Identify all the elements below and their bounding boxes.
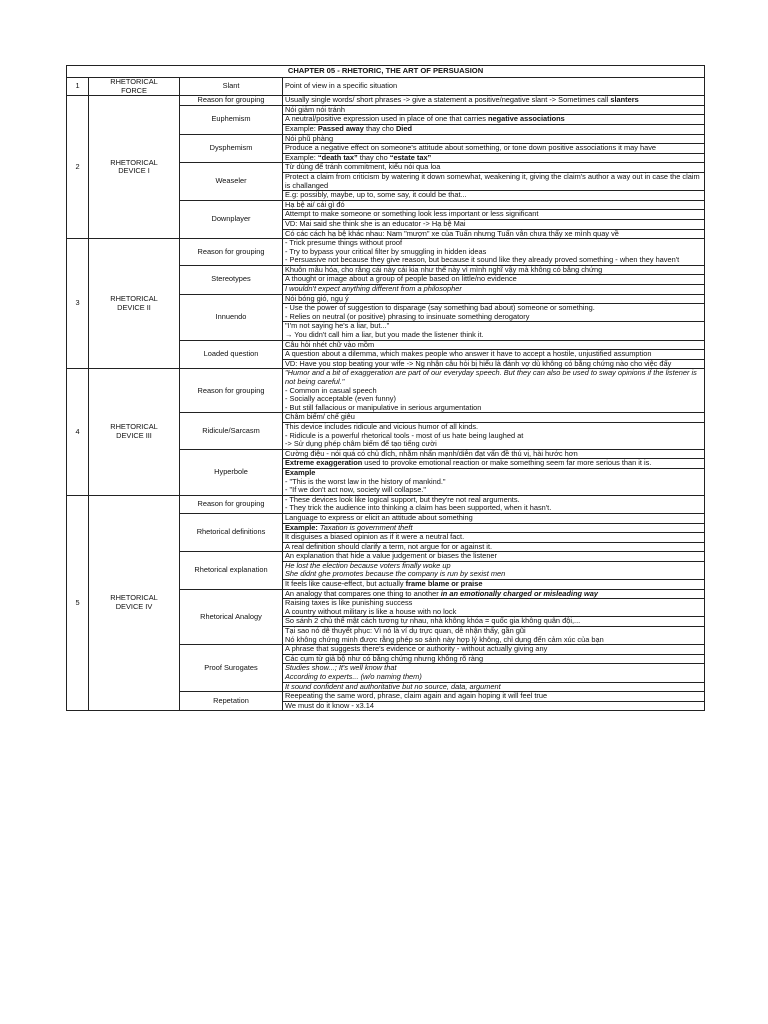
description-text: "I'm not saying he's a liar, but..." → You didn't call him a liar, but you made the listener think it. — [285, 321, 484, 340]
section-group: RHETORICAL DEVICE III — [89, 369, 180, 495]
description-text: Tại sao nó dễ thuyết phục: Vì nó là ví dụ trực quan, dễ nhận thấy, gần gũi Nó không chứng minh được rằng phép so sánh này hợp lý không, chỉ dụng đến cảm xúc của bạn — [285, 626, 604, 644]
device-name: Rhetorical Analogy — [180, 589, 283, 645]
description-text: slanters — [610, 95, 639, 105]
description-text: Studies show...; It's well know that According to experts... (w/o naming them) — [285, 663, 422, 681]
description-text: Died — [395, 123, 412, 133]
description-text: Có các cách hạ bệ khác nhau: Nam "mượn" xe của Tuấn nhưng Tuấn vẫn chưa thấy xe mình quay về — [285, 228, 619, 238]
description-cell — [283, 239, 705, 266]
description-cell — [283, 322, 705, 340]
description-text: Nói bóng gió, ngụ ý — [285, 293, 349, 303]
description-cell — [283, 599, 705, 617]
description-text: thay cho — [357, 152, 390, 162]
description-text: VD: Have you stop beating your wife -> Ng nhận câu hỏi bị hiểu là đánh vợ dù không có bằng chứng nào cho việc đấy — [285, 358, 672, 368]
description-cell — [283, 627, 705, 645]
description-text: - Common in casual speech - Socially acceptable (even funny) - But still fallacious or manipulative in serious argumentation — [285, 385, 482, 412]
description-text: frame blame or praise — [405, 579, 483, 589]
description-text: VD: Mai said she think she is an educator -> Hạ bệ Mai — [285, 218, 466, 228]
description-text: Usually single words/ short phrases -> give a statement a positive/negative slant -> Sometimes call — [285, 95, 611, 105]
description-text: A phrase that suggests there's evidence or authority - without actually giving any — [285, 644, 548, 654]
description-text: Extreme exaggeration — [285, 458, 363, 468]
description-text: used to provoke emotional reaction or make something seem far more serious than it is. — [362, 458, 652, 468]
description-text: Point of view in a specific situation — [285, 81, 398, 91]
section-number: 2 — [67, 96, 89, 239]
description-text: - These devices look like logical support, but they're not real arguments. - They trick the audience into thinking a claim has been supported, when it hasn't. — [285, 494, 552, 513]
device-name: Repetation — [180, 692, 283, 711]
description-text: Châm biếm/ chế giễu — [285, 412, 355, 422]
chapter-title: CHAPTER 05 - RHETORIC, THE ART OF PERSUASION — [67, 66, 705, 78]
description-text: Nói phũ phàng — [285, 133, 334, 143]
device-name: Proof Surogates — [180, 645, 283, 692]
description-text: A real definition should clarify a term, not argue for or against it. — [285, 541, 493, 551]
description-text: Từ dùng để tránh commitment, kiểu nói qua loa — [285, 162, 441, 172]
device-name: Dysphemism — [180, 134, 283, 163]
section-group: RHETORICAL FORCE — [89, 78, 180, 96]
section-group: RHETORICAL DEVICE I — [89, 96, 180, 239]
description-cell — [283, 664, 705, 682]
description-cell — [283, 96, 705, 106]
device-name: Innuendo — [180, 294, 283, 340]
description-text: Taxation is government theft — [319, 522, 413, 532]
description-text: Protect a claim from criticism by watering it down somewhat, weakening it, giving the claim's author a way out in case the claim is challanged — [285, 171, 700, 190]
description-text: A neutral/positive expression used in place of one that carries — [285, 114, 488, 124]
device-name: Reason for grouping — [180, 239, 283, 266]
description-text: Khuôn mẫu hóa, cho rằng cái này cái kia như thế này vì mình nghĩ vậy mà không có bằng chứng — [285, 264, 603, 274]
description-text: Các cụm từ giả bộ như có bằng chứng nhưng không rõ ràng — [285, 653, 484, 663]
description-text: An analogy that compares one thing to another — [285, 588, 441, 598]
device-name: Reason for grouping — [180, 369, 283, 413]
description-text: An explanation that hide a value judgement or biases the listener — [285, 551, 498, 561]
section-group: RHETORICAL DEVICE II — [89, 239, 180, 369]
description-cell — [283, 422, 705, 449]
description-text: Reepeating the same word, phrase, claim again and again hoping it will feel true — [285, 691, 548, 701]
device-name: Euphemism — [180, 105, 283, 134]
device-name: Hyperbole — [180, 449, 283, 495]
description-text: A question about a dilemma, which makes people who answer it have to accept a hostile, unjustified assumption — [285, 349, 652, 359]
description-cell — [283, 459, 705, 469]
table-row — [67, 78, 705, 96]
section-number: 4 — [67, 369, 89, 495]
description-text: So sánh 2 chủ thể mật cách tương tự nhau, nhà không khóa = quốc gia không quân đội,... — [285, 616, 581, 626]
device-name: Stereotypes — [180, 265, 283, 294]
description-text: Example: — [285, 123, 318, 133]
description-cell — [283, 124, 705, 134]
description-text: He lost the election because voters finally woke up She didnt ghe promotes because the company is run by sexist men — [285, 560, 506, 579]
description-text: Câu hỏi nhét chữ vào mồm — [285, 339, 375, 349]
description-text: - Trick presume things without proof - Try to bypass your critical filter by smuggling in hidden ideas - Persuasive not because they give reason, but because it sound like they already proved something - when they haven't — [285, 238, 680, 265]
device-name: Downplayer — [180, 200, 283, 238]
description-text: thay cho — [363, 123, 396, 133]
section-number: 5 — [67, 495, 89, 711]
description-text: A thought or image about a group of people based on little/no evidence — [285, 274, 517, 284]
description-cell — [283, 561, 705, 579]
description-text: It disguises a biased opinion as if it were a neutral fact. — [285, 532, 465, 542]
table-row — [67, 96, 705, 106]
description-text: I wouldn't expect anything different from a philosopher — [285, 284, 462, 294]
description-text: “estate tax” — [389, 152, 432, 162]
device-name: Slant — [180, 78, 283, 96]
table-row — [67, 495, 705, 513]
description-text: It sound confident and authoritative but no source, data, argument — [285, 681, 501, 691]
device-name: Rhetorical explanation — [180, 552, 283, 589]
description-text: negative associations — [487, 114, 565, 124]
description-cell — [283, 304, 705, 322]
description-text: - "This is the worst law in the history of mankind." - "If we don't act now, society will collapse." — [285, 476, 446, 495]
description-cell — [283, 78, 705, 96]
description-text: Cường điệu - nói quá có chủ đích, nhằm nhấn mạnh/diễn đạt vấn đề thú vị, hài hước hơn — [285, 448, 578, 458]
description-text: “death tax” — [317, 152, 358, 162]
description-text: E.g: possibly, maybe, up to, some say, it could be that... — [285, 190, 467, 200]
table-row — [67, 369, 705, 413]
device-name: Reason for grouping — [180, 495, 283, 513]
notes-table — [66, 65, 705, 711]
table-row — [67, 239, 705, 266]
description-text: Example — [285, 467, 316, 477]
section-group: RHETORICAL DEVICE IV — [89, 495, 180, 711]
device-name: Reason for grouping — [180, 96, 283, 106]
description-cell — [283, 369, 705, 413]
description-text: Passed away — [317, 123, 364, 133]
description-cell — [283, 495, 705, 513]
description-cell — [283, 191, 705, 201]
description-cell — [283, 172, 705, 190]
table-body — [67, 78, 705, 711]
device-name: Ridicule/Sarcasm — [180, 413, 283, 449]
description-text: - Use the power of suggestion to disparage (say something bad about) someone or something. - Relies on neutral (or positive) phrasing to insinuate something derogatory — [285, 303, 595, 321]
description-text: It feels like cause-effect, but actually — [285, 579, 406, 589]
description-cell — [283, 468, 705, 495]
description-cell — [283, 701, 705, 711]
description-text: Raising taxes is like punishing success A country without military is like a house with no lock — [285, 598, 457, 616]
description-text: Example: — [285, 152, 318, 162]
device-name: Weaseler — [180, 163, 283, 200]
description-text: Produce a negative effect on someone's attitude about something, or tone down positive associations it may have — [285, 143, 657, 153]
description-text: Language to express or elicit an attitude about something — [285, 512, 473, 522]
description-text: We must do it know - x3.14 — [285, 700, 374, 710]
description-text: Nói giảm nói tránh — [285, 104, 345, 114]
description-text: "Humor and a bit of exaggeration are part of our everyday speech. But they can also be used to sway opinions if the listener is not being careful." — [285, 368, 697, 386]
description-text: This device includes ridicule and vicious humor of all kinds. - Ridicule is a powerful rhetorical tools - most of us hate being laughed at -> Sử dụng phép châm biếm để tạo tiếng cười — [285, 421, 524, 449]
description-text: in an emotionally charged or misleading way — [440, 588, 599, 598]
description-text: Example: — [285, 522, 320, 532]
description-text: Hạ bệ ai/ cái gì đó — [285, 199, 345, 209]
section-number: 1 — [67, 78, 89, 96]
device-name: Loaded question — [180, 340, 283, 369]
section-number: 3 — [67, 239, 89, 369]
description-text: Attempt to make someone or something look less important or less significant — [285, 209, 539, 219]
device-name: Rhetorical definitions — [180, 513, 283, 551]
